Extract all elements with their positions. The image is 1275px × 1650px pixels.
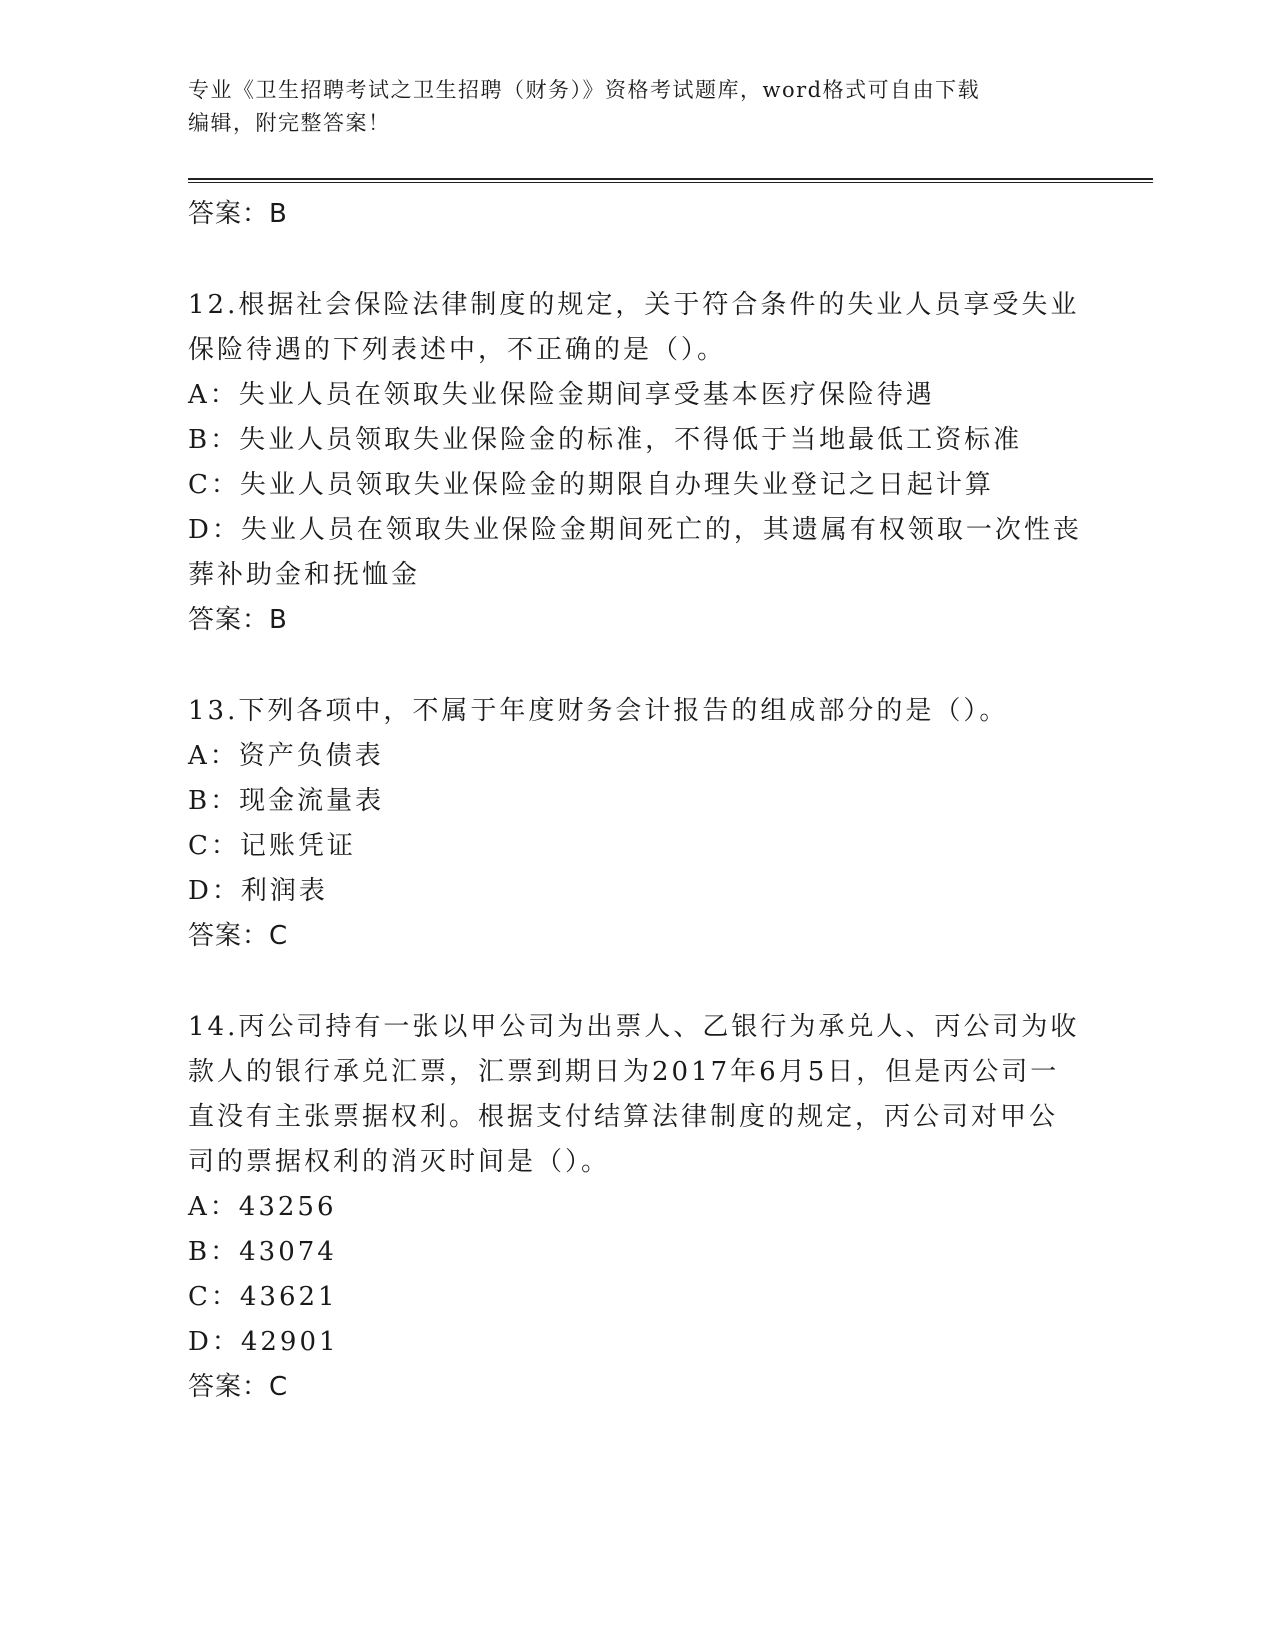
question-text-line: 司的票据权利的消灭时间是（）。 — [188, 1147, 611, 1177]
option-c: C：失业人员领取失业保险金的期限自办理失业登记之日起计算 — [188, 470, 994, 500]
option-d: D：失业人员在领取失业保险金期间死亡的，其遗属有权领取一次性丧 — [188, 515, 1082, 545]
question-text-line: 12.根据社会保险法律制度的规定，关于符合条件的失业人员享受失业 — [188, 290, 1080, 320]
option-d: D：利润表 — [188, 876, 328, 906]
question-13 — [188, 689, 1088, 959]
option-d: D：42901 — [188, 1327, 339, 1357]
option-c: C：43621 — [188, 1282, 338, 1312]
question-text-line: 14.丙公司持有一张以甲公司为出票人、乙银行为承兑人、丙公司为收 — [188, 1012, 1080, 1042]
previous-answer: 答案：B — [188, 199, 288, 229]
header-divider — [188, 178, 1153, 183]
option-a: A：43256 — [188, 1192, 337, 1222]
option-b: B：失业人员领取失业保险金的标准，不得低于当地最低工资标准 — [188, 425, 1023, 455]
question-text-line: 款人的银行承兑汇票，汇票到期日为2017年6月5日，但是丙公司一 — [188, 1057, 1060, 1087]
option-b: B：现金流量表 — [188, 786, 385, 816]
answer: 答案：B — [188, 605, 288, 635]
option-a: A：失业人员在领取失业保险金期间享受基本医疗保险待遇 — [188, 380, 935, 410]
question-text-line: 13.下列各项中，不属于年度财务会计报告的组成部分的是（）。 — [188, 696, 1009, 726]
document-header — [188, 74, 1088, 140]
question-text-line: 直没有主张票据权利。根据支付结算法律制度的规定，丙公司对甲公 — [188, 1102, 1059, 1132]
answer: 答案：C — [188, 921, 289, 951]
option-c: C：记账凭证 — [188, 831, 356, 861]
option-b: B：43074 — [188, 1237, 337, 1267]
question-list — [188, 192, 1088, 1410]
option-a: A：资产负债表 — [188, 741, 384, 771]
answer: 答案：C — [188, 1372, 289, 1402]
question-text-line: 保险待遇的下列表述中，不正确的是（）。 — [188, 335, 727, 365]
question-12 — [188, 283, 1088, 643]
header-line-1: 专业《卫生招聘考试之卫生招聘（财务）》资格考试题库，word格式可自由下载 — [188, 78, 981, 102]
option-d-continued: 葬补助金和抚恤金 — [188, 560, 421, 590]
question-14 — [188, 1005, 1088, 1410]
header-line-2: 编辑，附完整答案！ — [188, 111, 391, 135]
